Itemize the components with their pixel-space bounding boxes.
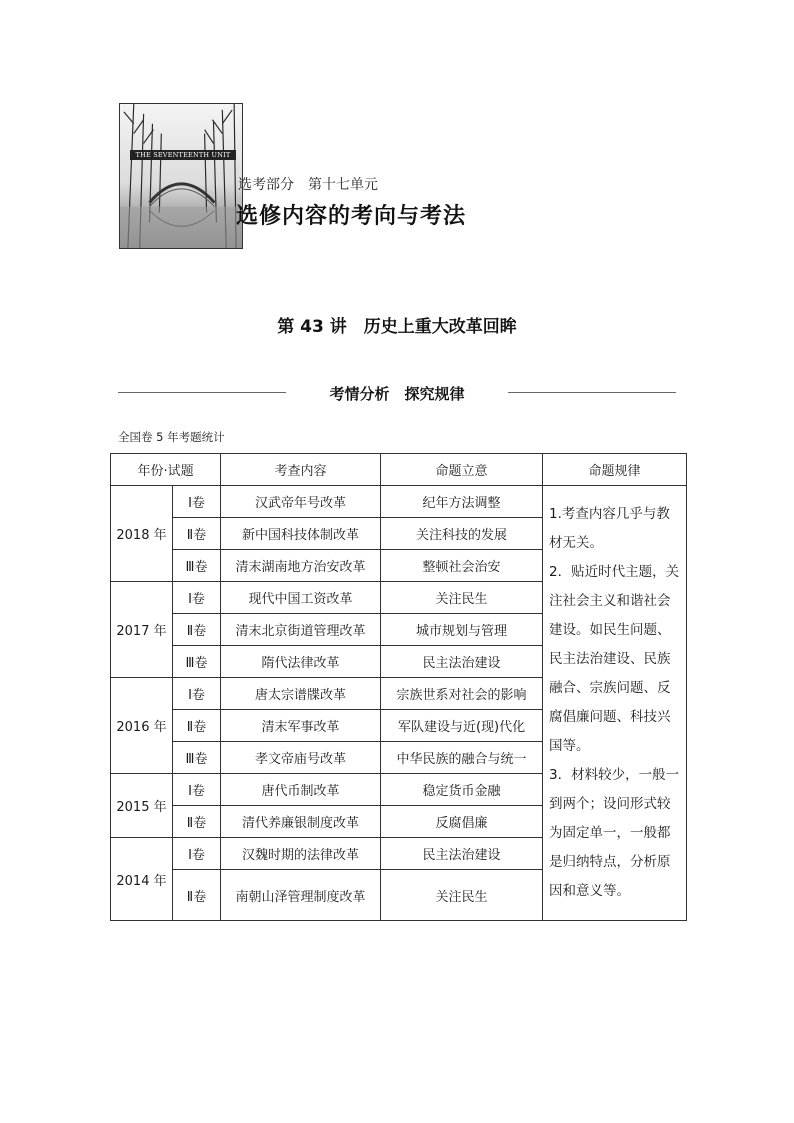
intent-cell: 稳定货币金融 (381, 774, 543, 806)
year-cell: 2017 年 (111, 582, 173, 678)
year-cell: 2016 年 (111, 678, 173, 774)
content-cell: 清末军事改革 (221, 710, 381, 742)
content-cell: 南朝山泽管理制度改革 (221, 870, 381, 921)
content-cell: 唐太宗谱牒改革 (221, 678, 381, 710)
intent-cell: 宗族世系对社会的影响 (381, 678, 543, 710)
paper-cell: Ⅱ卷 (173, 710, 221, 742)
paper-cell: Ⅰ卷 (173, 486, 221, 518)
rule-3: 3．材料较少，一般一到两个；设问形式较为固定单一，一般都是归纳特点，分析原因和意义等。 (549, 767, 680, 899)
header-year-paper: 年份·试题 (111, 454, 221, 486)
content-cell: 汉魏时期的法律改革 (221, 838, 381, 870)
header-intent: 命题立意 (381, 454, 543, 486)
intent-cell: 纪年方法调整 (381, 486, 543, 518)
content-cell: 隋代法律改革 (221, 646, 381, 678)
lecture-title: 第 43 讲 历史上重大改革回眸 (277, 317, 517, 337)
unit-cover-photo (119, 103, 243, 249)
rule-2: 2．贴近时代主题，关注社会主义和谐社会建设。如民生问题、民主法治建设、民族融合、宗族问题、反腐倡廉问题、科技兴国等。 (549, 564, 680, 754)
paper-cell: Ⅱ卷 (173, 614, 221, 646)
intent-cell: 关注民生 (381, 870, 543, 921)
rules-cell (543, 486, 687, 921)
table-caption: 全国卷 5 年考题统计 (118, 430, 225, 444)
unit-title: 选修内容的考向与考法 (236, 204, 467, 229)
table-header-row (111, 454, 687, 486)
paper-cell: Ⅲ卷 (173, 646, 221, 678)
section-divider (118, 382, 676, 404)
rule-1: 1.考查内容几乎与教材无关。 (549, 506, 670, 551)
paper-cell: Ⅲ卷 (173, 550, 221, 582)
paper-cell: Ⅰ卷 (173, 838, 221, 870)
content-cell: 汉武帝年号改革 (221, 486, 381, 518)
intent-cell: 城市规划与管理 (381, 614, 543, 646)
photo-caption: THE SEVENTEENTH UNIT (130, 150, 236, 160)
paper-cell: Ⅱ卷 (173, 870, 221, 921)
section-title: 考情分析 探究规律 (329, 385, 465, 403)
divider-line-right (508, 392, 676, 393)
header-rule: 命题规律 (543, 454, 687, 486)
paper-cell: Ⅲ卷 (173, 742, 221, 774)
content-cell: 清末北京街道管理改革 (221, 614, 381, 646)
intent-cell: 民主法治建设 (381, 838, 543, 870)
content-cell: 清代养廉银制度改革 (221, 806, 381, 838)
bridge-trees-illustration (120, 104, 242, 248)
paper-cell: Ⅰ卷 (173, 582, 221, 614)
table-row (111, 486, 687, 518)
content-cell: 新中国科技体制改革 (221, 518, 381, 550)
year-cell: 2014 年 (111, 838, 173, 921)
exam-statistics-table (110, 453, 687, 921)
paper-cell: Ⅰ卷 (173, 678, 221, 710)
year-cell: 2015 年 (111, 774, 173, 838)
unit-subtitle: 选考部分 第十七单元 (238, 177, 378, 193)
content-cell: 孝文帝庙号改革 (221, 742, 381, 774)
content-cell: 唐代币制改革 (221, 774, 381, 806)
intent-cell: 中华民族的融合与统一 (381, 742, 543, 774)
header-content: 考查内容 (221, 454, 381, 486)
year-cell: 2018 年 (111, 486, 173, 582)
intent-cell: 反腐倡廉 (381, 806, 543, 838)
content-cell: 现代中国工资改革 (221, 582, 381, 614)
paper-cell: Ⅱ卷 (173, 806, 221, 838)
intent-cell: 关注民生 (381, 582, 543, 614)
intent-cell: 关注科技的发展 (381, 518, 543, 550)
content-cell: 清末湖南地方治安改革 (221, 550, 381, 582)
paper-cell: Ⅰ卷 (173, 774, 221, 806)
intent-cell: 整顿社会治安 (381, 550, 543, 582)
intent-cell: 民主法治建设 (381, 646, 543, 678)
intent-cell: 军队建设与近(现)代化 (381, 710, 543, 742)
paper-cell: Ⅱ卷 (173, 518, 221, 550)
